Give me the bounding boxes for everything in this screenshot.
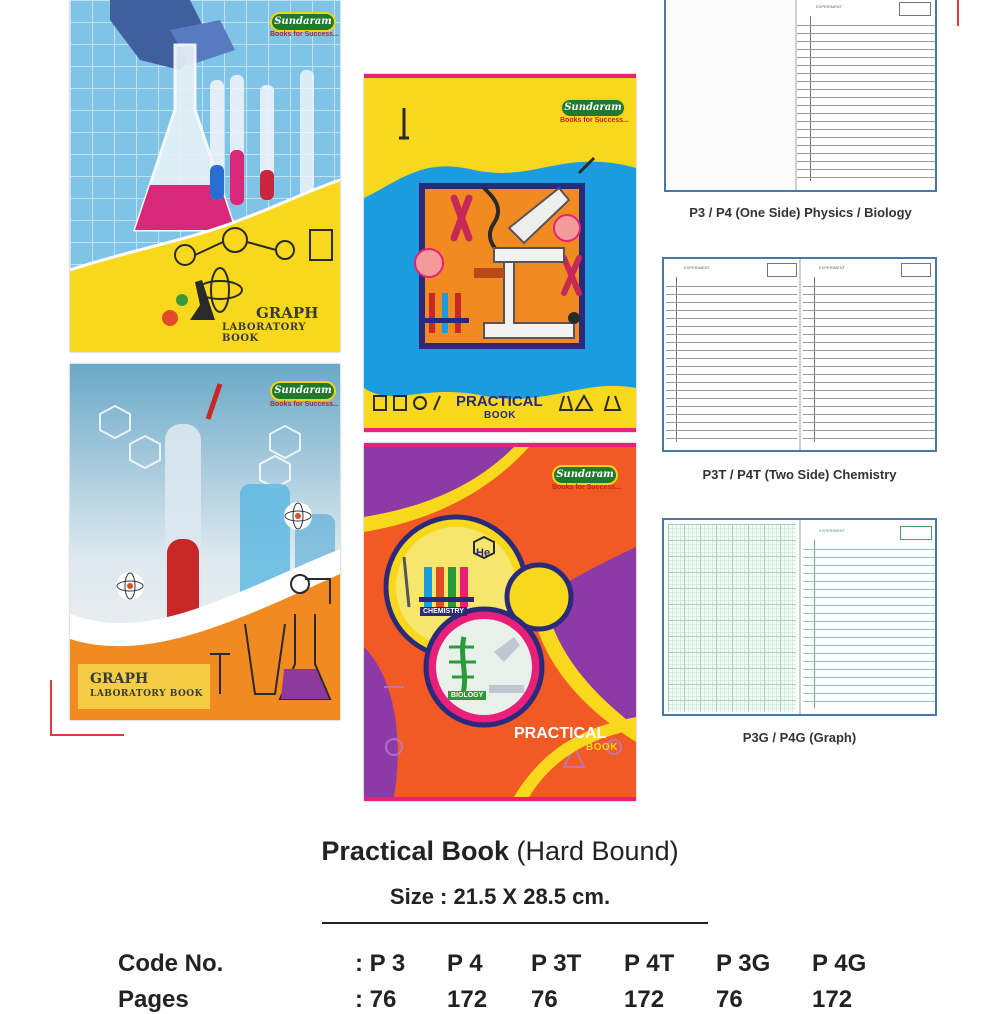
- code-p3: : P 3: [355, 950, 406, 977]
- sheet-graph-spine: [799, 520, 801, 716]
- cover-practical-orange-brand: Sundaram: [552, 465, 618, 485]
- sheet-two-side-caption: P3T / P4T (Two Side) Chemistry: [702, 467, 897, 482]
- cover-practical-yellow-title: PRACTICAL: [456, 393, 543, 410]
- cover-graph-lab-bottom-brand: Sundaram: [270, 381, 336, 401]
- cover-practical-yellow-tagline: Books for Success...: [560, 117, 629, 124]
- code-p4t: P 4T: [624, 950, 675, 977]
- pages-p4g: 172: [812, 986, 853, 1013]
- cover-graph-lab-top-brand: Sundaram: [270, 12, 336, 32]
- sheet-preview-one-side: [664, 0, 937, 192]
- product-name: Practical Book: [321, 836, 509, 866]
- sheet-graph-grid: [668, 524, 796, 712]
- cover-graph-lab-bottom-subtitle: LABORATORY BOOK: [90, 689, 203, 699]
- product-size: Size : 21.5 X 28.5 cm.: [389, 884, 611, 909]
- cover-practical-yellow-subtitle: BOOK: [484, 410, 516, 421]
- pages-p4t: 172: [624, 986, 665, 1013]
- code-no-label: Code No.: [118, 950, 224, 977]
- sheet-two-side-field-left: EXPERIMENT: [684, 265, 711, 270]
- pages-label: Pages: [118, 986, 189, 1013]
- sheet-two-side-spine: [799, 259, 801, 452]
- corner-mark-left-horizontal: [50, 734, 124, 736]
- cover-graph-lab-top-tagline: Books for Success...: [270, 31, 339, 38]
- cover-practical-orange-badge-chemistry: CHEMISTRY: [420, 607, 467, 616]
- code-p3t: P 3T: [531, 950, 582, 977]
- sheet-one-side-boxes: [899, 2, 931, 16]
- sheet-two-side-boxes-left: [767, 263, 797, 277]
- corner-mark-left-vertical: [50, 680, 52, 736]
- cover-practical-orange-tagline: Books for Success...: [552, 484, 621, 491]
- sheet-one-side-caption: P3 / P4 (One Side) Physics / Biology: [689, 205, 912, 220]
- cover-graph-lab-bottom-title: GRAPH: [90, 671, 149, 687]
- cover-graph-lab-top-title: GRAPH: [256, 304, 319, 322]
- cover-graph-lab-top-subtitle: LABORATORY BOOK: [222, 322, 306, 344]
- sheet-graph-caption: P3G / P4G (Graph): [742, 730, 857, 745]
- sheet-two-side-lines-left: [666, 279, 797, 441]
- sheet-two-side-lines-right: [803, 279, 935, 441]
- sheet-preview-two-side: [662, 257, 937, 452]
- sheet-two-side-boxes-right: [901, 263, 931, 277]
- cover-graph-lab-bottom: [70, 364, 340, 720]
- heading-divider: [322, 922, 708, 924]
- sheet-one-side-field: EXPERIMENT: [816, 4, 843, 9]
- cover-practical-orange-formula: He: [476, 547, 491, 559]
- sheet-one-side-lines: [797, 18, 937, 178]
- sheet-graph-boxes: [900, 526, 932, 540]
- code-p3g: P 3G: [716, 950, 771, 977]
- corner-mark-top-right: [957, 0, 959, 26]
- sheet-preview-graph: [662, 518, 937, 716]
- cover-practical-yellow: [364, 74, 636, 432]
- sheet-two-side-field-right: EXPERIMENT: [819, 265, 846, 270]
- pages-p4: 172: [447, 986, 488, 1013]
- cover-graph-lab-bottom-art: [70, 364, 340, 720]
- cover-practical-orange-badge-biology: BIOLOGY: [448, 691, 486, 700]
- cover-graph-lab-top-art: [70, 0, 340, 352]
- cover-practical-orange-title: PRACTICAL: [514, 725, 607, 742]
- pages-p3t: 76: [531, 986, 558, 1013]
- sheet-graph-field: EXPERIMENT: [819, 528, 846, 533]
- cover-practical-yellow-brand: Sundaram: [560, 98, 626, 118]
- cover-practical-orange: [364, 443, 636, 801]
- code-p4: P 4: [447, 950, 483, 977]
- pages-p3: : 76: [355, 986, 397, 1013]
- product-binding: (Hard Bound): [516, 836, 679, 866]
- cover-graph-lab-bottom-tagline: Books for Success...: [270, 401, 339, 408]
- cover-practical-yellow-art: [364, 78, 636, 428]
- code-p4g: P 4G: [812, 950, 867, 977]
- cover-graph-lab-top: [70, 0, 340, 352]
- sheet-one-side-left-page: [666, 0, 796, 190]
- sheet-graph-lines: [803, 542, 935, 708]
- product-heading: [0, 836, 1000, 867]
- cover-practical-orange-subtitle: BOOK: [586, 742, 618, 753]
- pages-p3g: 76: [716, 986, 743, 1013]
